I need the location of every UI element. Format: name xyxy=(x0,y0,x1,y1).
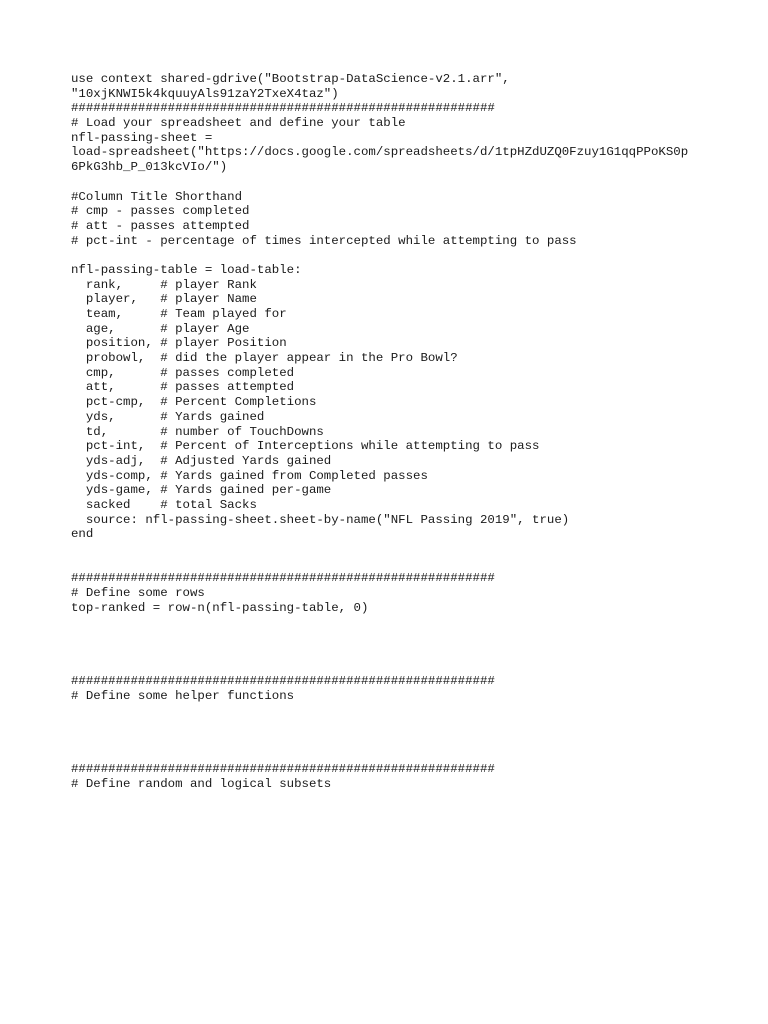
code-line-14: nfl-passing-table = load-table: xyxy=(71,262,302,277)
code-line-16: player, # player Name xyxy=(71,292,257,307)
code-line-13 xyxy=(71,248,761,263)
code-line-30: sacked # total Sacks xyxy=(71,497,257,512)
code-line-1: use context shared-gdrive("Bootstrap-DataScience-v2.1.arr", xyxy=(71,72,510,86)
code-line-20: probowl, # did the player appear in the Pro Bowl? xyxy=(71,351,458,366)
code-line-41 xyxy=(71,660,761,675)
code-line-39 xyxy=(71,630,761,645)
code-line-8 xyxy=(71,175,761,190)
code-line-19: position, # player Position xyxy=(71,336,287,351)
code-line-18: age, # player Age xyxy=(71,321,250,336)
code-line-32: end xyxy=(71,527,94,542)
code-line-38 xyxy=(71,615,761,630)
code-line-15: rank, # player Rank xyxy=(71,277,257,292)
code-line-3: ######################################################### xyxy=(71,101,495,116)
code-line-34 xyxy=(71,557,761,572)
code-line-26: pct-int, # Percent of Interceptions while attempting to pass xyxy=(71,439,540,454)
code-line-22: att, # passes attempted xyxy=(71,380,295,395)
code-line-9: #Column Title Shorthand xyxy=(71,189,243,204)
code-line-4: # Load your spreadsheet and define your table xyxy=(71,116,406,131)
code-line-11: # att - passes attempted xyxy=(71,218,250,233)
code-line-23: pct-cmp, # Percent Completions xyxy=(71,395,317,410)
code-line-33 xyxy=(71,542,761,557)
code-line-28: yds-comp, # Yards gained from Completed passes xyxy=(71,468,428,483)
code-line-37: top-ranked = row-n(nfl-passing-table, 0) xyxy=(71,600,369,615)
code-line-49: # Define random and logical subsets xyxy=(71,777,332,791)
code-line-44 xyxy=(71,704,761,719)
code-line-35: ######################################################### xyxy=(71,571,495,586)
code-line-10: # cmp - passes completed xyxy=(71,204,250,219)
code-line-42: ######################################################### xyxy=(71,674,495,689)
code-line-40 xyxy=(71,645,761,660)
code-line-6: load-spreadsheet("https://docs.google.com/spreadsheets/d/1tpHZdUZQ0Fzuy1G1qqPPoKS0p xyxy=(71,145,689,160)
code-line-21: cmp, # passes completed xyxy=(71,365,295,380)
code-line-7: 6PkG3hb_P_013kcVIo/") xyxy=(71,160,228,175)
code-line-29: yds-game, # Yards gained per-game xyxy=(71,483,332,498)
code-line-12: # pct-int - percentage of times intercepted while attempting to pass xyxy=(71,233,577,248)
code-line-48: ######################################################### xyxy=(71,762,495,777)
code-line-2: "10xjKNWI5k4kquuyAls91zaY2TxeX4taz") xyxy=(71,86,339,101)
code-line-36: # Define some rows xyxy=(71,586,205,601)
code-line-43: # Define some helper functions xyxy=(71,688,295,703)
code-line-27: yds-adj, # Adjusted Yards gained xyxy=(71,453,332,468)
code-line-25: td, # number of TouchDowns xyxy=(71,424,324,439)
code-line-47 xyxy=(71,748,761,763)
code-line-45 xyxy=(71,718,761,733)
code-line-31: source: nfl-passing-sheet.sheet-by-name("NFL Passing 2019", true) xyxy=(71,512,570,527)
code-line-17: team, # Team played for xyxy=(71,307,287,321)
code-line-5: nfl-passing-sheet = xyxy=(71,130,213,145)
code-line-24: yds, # Yards gained xyxy=(71,409,265,424)
code-document xyxy=(71,72,761,792)
code-line-46 xyxy=(71,733,761,748)
